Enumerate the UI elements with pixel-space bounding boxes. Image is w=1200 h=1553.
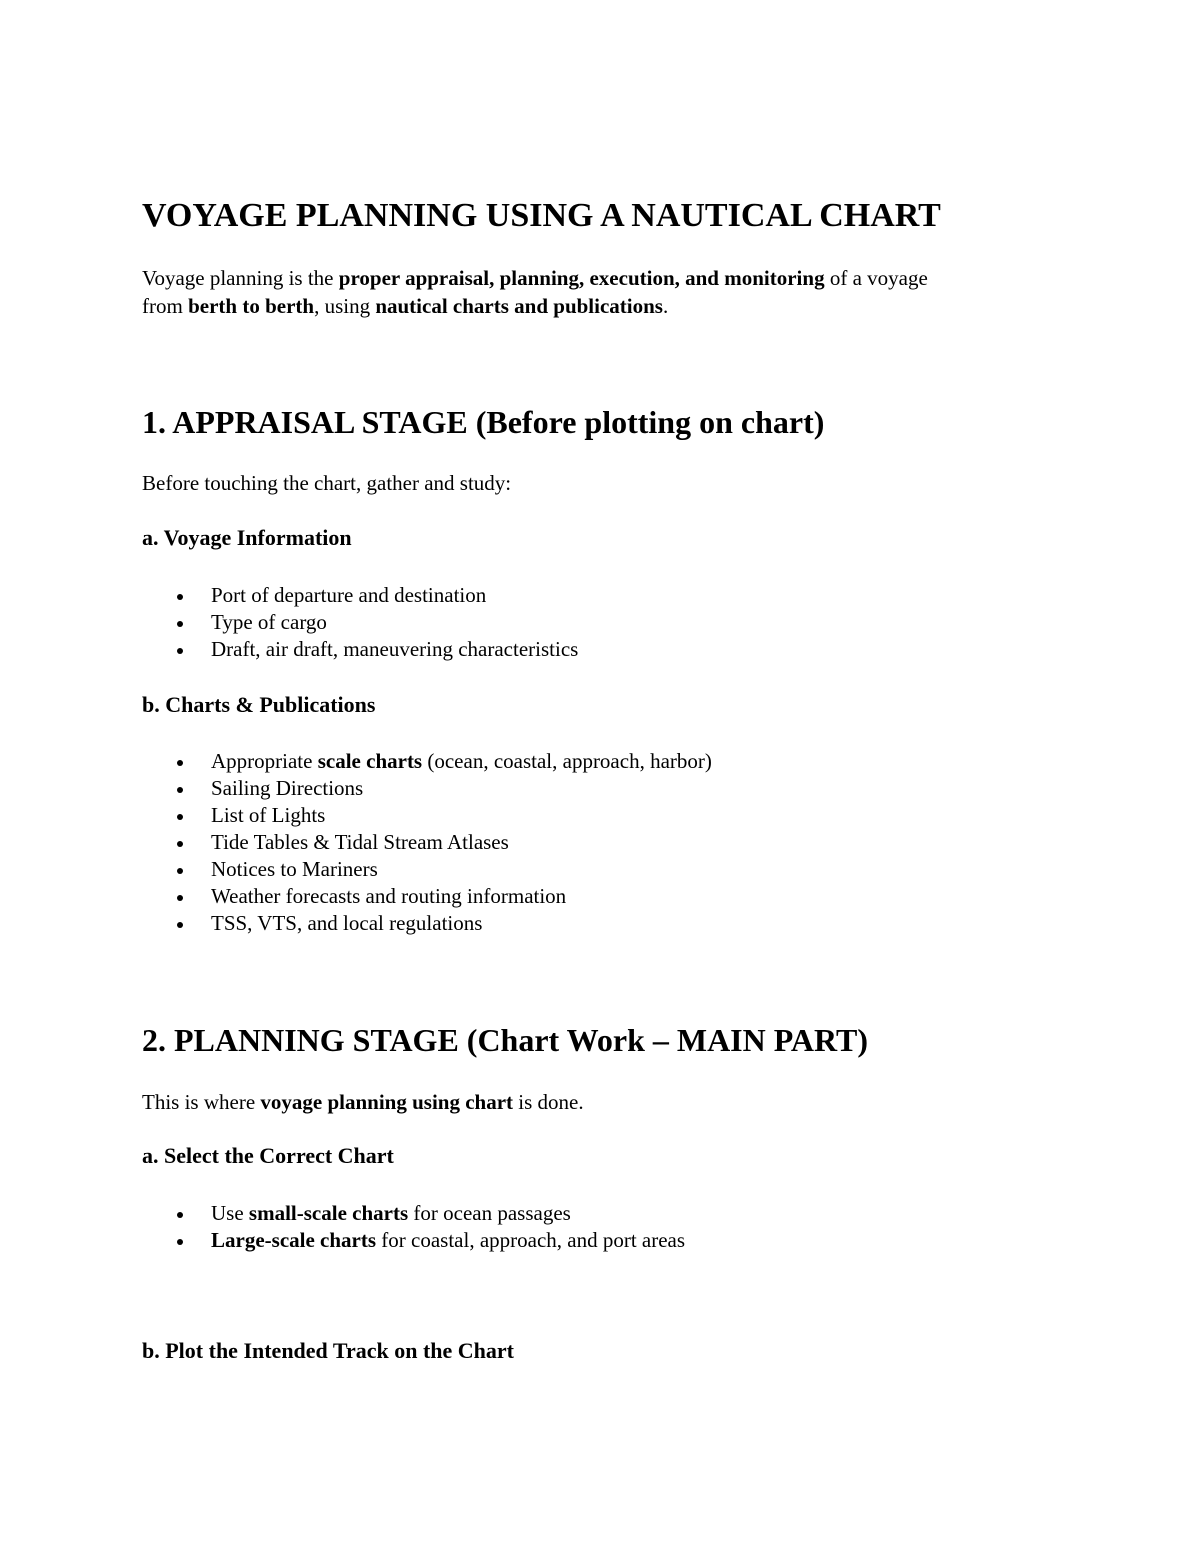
section2-sub-a-heading: a. Select the Correct Chart	[142, 1143, 394, 1168]
list-item-text: TSS, VTS, and local regulations	[211, 911, 483, 935]
section2-lead-text: This is where	[142, 1090, 261, 1114]
intro-line-1	[142, 264, 928, 292]
section2-lead-bold-text: voyage planning using chart	[260, 1090, 514, 1114]
section2-heading: 2. PLANNING STAGE (Chart Work – MAIN PART)	[142, 1022, 868, 1058]
bullet-icon	[177, 895, 183, 901]
intro-text: from	[142, 294, 189, 318]
list-item-text: for coastal, approach, and port areas	[376, 1228, 686, 1252]
document-title: VOYAGE PLANNING USING A NAUTICAL CHART	[142, 197, 941, 234]
list-item-text: Port of departure and destination	[211, 583, 487, 607]
section1-lead: Before touching the chart, gather and study:	[142, 471, 512, 495]
section1-sub-b-heading: b. Charts & Publications	[142, 692, 376, 717]
list-item	[142, 748, 712, 775]
list-item	[142, 582, 578, 609]
list-item-bold-text: Large-scale charts	[211, 1228, 377, 1252]
intro-bold-text: berth to berth	[188, 294, 315, 318]
list-item	[142, 883, 712, 910]
list-item-text: (ocean, coastal, approach, harbor)	[422, 749, 712, 773]
list-item	[142, 829, 712, 856]
intro-text: .	[662, 294, 669, 318]
list-item-text: Draft, air draft, maneuvering characteristics	[211, 637, 579, 661]
intro-text: of a voyage	[824, 266, 928, 290]
list-item-text: Tide Tables & Tidal Stream Atlases	[211, 830, 509, 854]
list-item	[142, 1227, 685, 1254]
list-item-bold-text: small-scale charts	[248, 1201, 409, 1225]
list-item	[142, 1200, 685, 1227]
section1-heading: 1. APPRAISAL STAGE (Before plotting on chart)	[142, 404, 825, 440]
list-item	[142, 775, 712, 802]
bullet-icon	[177, 922, 183, 928]
section1-sub-a-heading: a. Voyage Information	[142, 525, 352, 550]
list-item-text: Use	[211, 1201, 249, 1225]
intro-bold-text: nautical charts and publications	[375, 294, 663, 318]
list-item	[142, 636, 578, 663]
list-item	[142, 609, 578, 636]
list-item-text: for ocean passages	[408, 1201, 571, 1225]
bullet-icon	[177, 1239, 183, 1245]
intro-line-2	[142, 292, 668, 320]
section2-lead-text: is done.	[513, 1090, 584, 1114]
bullet-icon	[177, 868, 183, 874]
list-item	[142, 910, 712, 937]
bullet-icon	[177, 621, 183, 627]
list-item-text: Sailing Directions	[211, 776, 364, 800]
list-item-text: Appropriate	[211, 749, 318, 773]
section2-sub-b-heading: b. Plot the Intended Track on the Chart	[142, 1338, 514, 1363]
bullet-icon	[177, 760, 183, 766]
bullet-icon	[177, 1212, 183, 1218]
intro-text: , using	[314, 294, 376, 318]
bullet-icon	[177, 841, 183, 847]
bullet-icon	[177, 648, 183, 654]
list-item	[142, 856, 712, 883]
list-item-text: Type of cargo	[211, 610, 327, 634]
intro-text: Voyage planning is the	[142, 266, 339, 290]
charts-publications-list	[142, 748, 712, 937]
list-item-text: Weather forecasts and routing information	[211, 884, 567, 908]
bullet-icon	[177, 594, 183, 600]
section2-lead	[142, 1088, 584, 1116]
voyage-information-list	[142, 582, 578, 663]
list-item-text: Notices to Mariners	[211, 857, 378, 881]
list-item-bold-text: scale charts	[317, 749, 423, 773]
select-chart-list	[142, 1200, 685, 1254]
bullet-icon	[177, 814, 183, 820]
list-item	[142, 802, 712, 829]
list-item-text: List of Lights	[211, 803, 326, 827]
bullet-icon	[177, 787, 183, 793]
intro-bold-text: proper appraisal, planning, execution, and monitoring	[338, 266, 825, 290]
